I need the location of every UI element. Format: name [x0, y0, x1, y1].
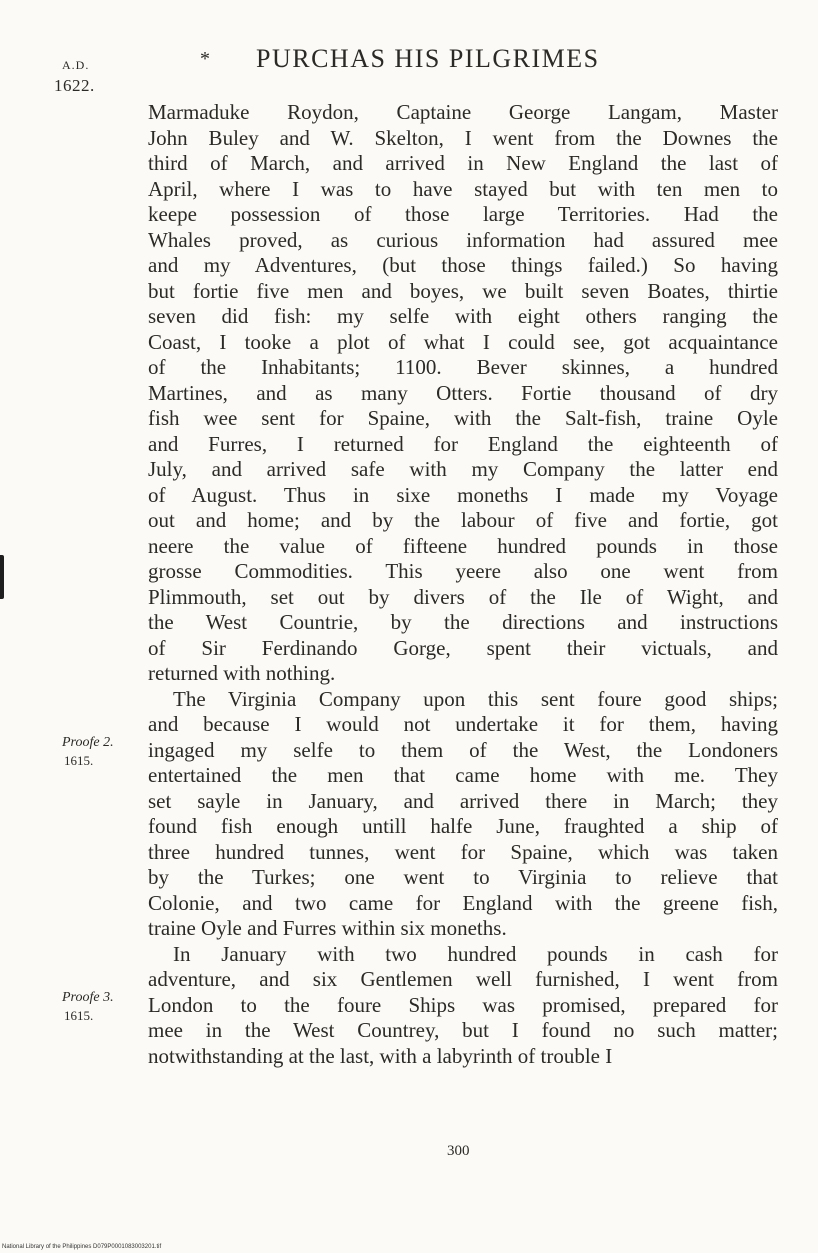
text-line: London to the foure Ships was promised, prepared for: [148, 992, 778, 1017]
text-line: traine Oyle and Furres within six moneths.: [148, 916, 507, 940]
text-line: and Furres, I returned for England the eighteenth of: [148, 431, 778, 456]
text-line: Coast, I tooke a plot of what I could see, got acquaintance: [148, 329, 778, 354]
text-line: of Sir Ferdinando Gorge, spent their victuals, and: [148, 635, 778, 660]
text-line: of the Inhabitants; 1100. Bever skinnes, a hundred: [148, 355, 778, 379]
text-line: In January with two hundred pounds in cash for: [173, 941, 778, 966]
text-line: grosse Commodities. This yeere also one went from: [148, 559, 778, 583]
text-line: John Buley and W. Skelton, I went from the Downes the: [148, 125, 778, 150]
text-line: Colonie, and two came for England with the greene fish,: [148, 890, 778, 915]
text-line: keepe possession of those large Territories. Had the: [148, 202, 778, 226]
margin-year: 1622.: [54, 76, 95, 95]
text-line: The Virginia Company upon this sent foure good ships;: [173, 686, 778, 711]
text-line: neere the value of fifteene hundred pounds in those: [148, 533, 778, 558]
text-line: and my Adventures, (but those things failed.) So having: [148, 253, 778, 277]
text-line: and because I would not undertake it for them, having: [148, 712, 778, 736]
text-line: seven did fish: my selfe with eight others ranging the: [148, 304, 778, 328]
text-line: Marmaduke Roydon, Captaine George Langam, Master: [148, 100, 778, 124]
body-text: [148, 100, 778, 1069]
margin-note-proofe-2: Proofe 2.: [62, 735, 114, 750]
text-line: out and home; and by the labour of five and fortie, got: [148, 508, 778, 532]
running-title: PURCHAS HIS PILGRIMES: [256, 44, 600, 73]
text-line: the West Countrie, by the directions and instructions: [148, 610, 778, 634]
text-line: Martines, and as many Otters. Fortie thousand of dry: [148, 380, 778, 405]
text-line: ingaged my selfe to them of the West, the Londoners: [148, 737, 778, 762]
text-line: three hundred tunnes, went for Spaine, which was taken: [148, 839, 778, 864]
text-line: but fortie five men and boyes, we built seven Boates, thirtie: [148, 278, 778, 303]
text-line: adventure, and six Gentlemen well furnished, I went from: [148, 967, 778, 991]
text-line: Whales proved, as curious information had assured mee: [148, 227, 778, 252]
margin-note-year-1: 1615.: [64, 753, 94, 768]
text-line: by the Turkes; one went to Virginia to relieve that: [148, 865, 778, 889]
margin-ad-label: A.D.: [62, 58, 90, 72]
text-line: set sayle in January, and arrived there in March; they: [148, 788, 778, 813]
text-line: fish wee sent for Spaine, with the Salt-fish, traine Oyle: [148, 406, 778, 430]
text-line: entertained the men that came home with me. They: [148, 763, 778, 787]
text-line: April, where I was to have stayed but with ten men to: [148, 176, 778, 201]
text-line: third of March, and arrived in New England the last of: [148, 151, 778, 175]
margin-note-year-2: 1615.: [64, 1008, 94, 1023]
text-line: returned with nothing.: [148, 661, 336, 685]
margin-note-proofe-3: Proofe 3.: [62, 990, 114, 1005]
text-line: July, and arrived safe with my Company the latter end: [148, 457, 778, 481]
text-line: found fish enough untill halfe June, fraughted a ship of: [148, 814, 778, 838]
header-asterisk: *: [200, 48, 210, 70]
text-line: mee in the West Countrey, but I found no such matter;: [148, 1018, 778, 1042]
page-number: 300: [447, 1143, 470, 1159]
text-line: of August. Thus in sixe moneths I made my Voyage: [148, 482, 778, 507]
text-line: Plimmouth, set out by divers of the Ile of Wight, and: [148, 584, 778, 609]
scan-footer: National Library of the Philippines D079P0001083003201.tif: [2, 1244, 162, 1250]
page-edge-mark: [0, 555, 4, 599]
text-line: notwithstanding at the last, with a labyrinth of trouble I: [148, 1043, 613, 1068]
